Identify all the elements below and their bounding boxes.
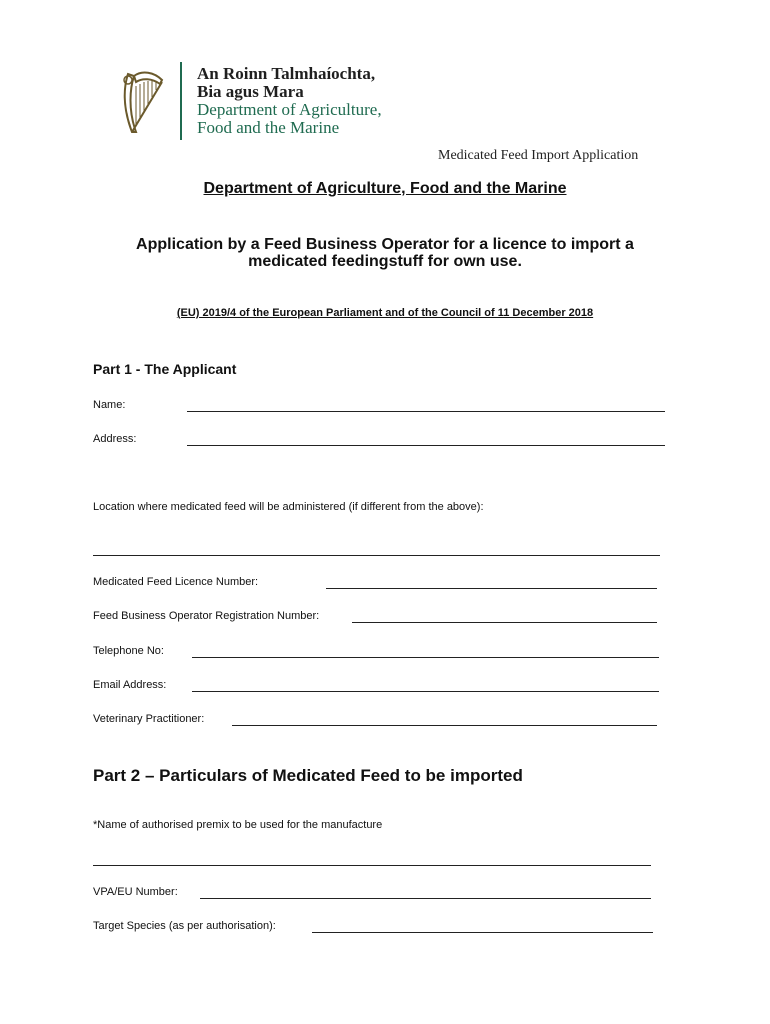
telephone-field[interactable] xyxy=(192,657,659,658)
registration-label: Feed Business Operator Registration Number: xyxy=(93,610,320,622)
page-title: Department of Agriculture, Food and the Marine xyxy=(203,180,567,197)
licence-label: Medicated Feed Licence Number: xyxy=(93,576,259,588)
logo-line-irish-2: Bia agus Mara xyxy=(197,82,304,101)
subtitle-line-2: medicated feedingstuff for own use. xyxy=(248,253,522,270)
document-reference: Medicated Feed Import Application xyxy=(438,148,639,163)
telephone-label: Telephone No: xyxy=(93,645,164,657)
subtitle-line-1: Application by a Feed Business Operator for a licence to import a xyxy=(136,236,634,253)
vpa-number-field[interactable] xyxy=(200,898,651,899)
logo-divider xyxy=(180,62,182,140)
name-label: Name: xyxy=(93,399,126,411)
address-label: Address: xyxy=(93,433,137,445)
location-label: Location where medicated feed will be administered (if different from the above): xyxy=(93,501,484,513)
species-label: Target Species (as per authorisation): xyxy=(93,920,276,932)
logo-line-english-2: Food and the Marine xyxy=(197,118,340,137)
veterinary-practitioner-field[interactable] xyxy=(232,725,657,726)
registration-number-field[interactable] xyxy=(352,622,657,623)
vet-label: Veterinary Practitioner: xyxy=(93,713,205,725)
logo-line-english-1: Department of Agriculture, xyxy=(197,100,382,119)
application-subtitle xyxy=(0,236,770,270)
licence-number-field[interactable] xyxy=(326,588,657,589)
target-species-field[interactable] xyxy=(312,932,653,933)
logo-line-irish-1: An Roinn Talmhaíochta, xyxy=(197,64,376,83)
part2-title: Part 2 – Particulars of Medicated Feed to be imported xyxy=(93,766,523,785)
email-label: Email Address: xyxy=(93,679,167,691)
part1-title: Part 1 - The Applicant xyxy=(93,361,237,377)
harp-logo-icon xyxy=(118,66,166,138)
location-field[interactable] xyxy=(93,555,660,556)
name-field[interactable] xyxy=(187,411,665,412)
email-field[interactable] xyxy=(192,691,659,692)
premix-field[interactable] xyxy=(93,865,651,866)
premix-label: *Name of authorised premix to be used for the manufacture xyxy=(93,819,383,831)
vpa-label: VPA/EU Number: xyxy=(93,886,178,898)
regulation-reference: (EU) 2019/4 of the European Parliament and of the Council of 11 December 2018 xyxy=(176,307,594,319)
address-field[interactable] xyxy=(187,445,665,446)
department-logo-text xyxy=(197,65,382,137)
